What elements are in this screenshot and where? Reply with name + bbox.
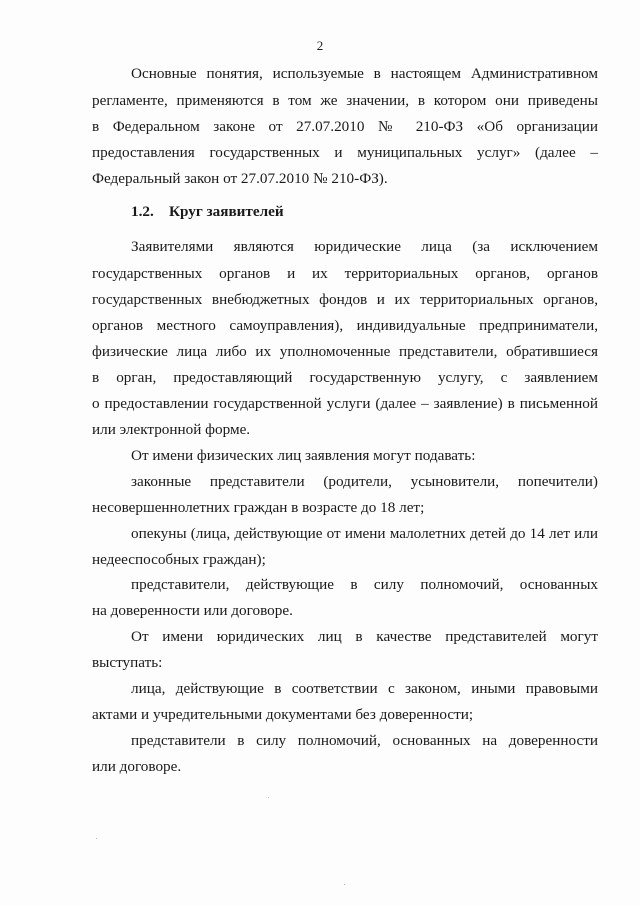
paragraph-5-line-2: недееспособных граждан);	[92, 551, 266, 568]
paragraph-2-line-3: государственных внебюджетных фондов и их территориальных органов,	[92, 291, 598, 308]
scan-speck	[268, 797, 269, 798]
paragraph-2-line-6: в орган, предоставляющий государственную услугу, с заявлением	[92, 369, 598, 386]
scan-speck	[344, 884, 345, 885]
paragraph-2-line-2: государственных органов и их территориальных органов, органов	[92, 265, 598, 282]
paragraph-8-line-1: лица, действующие в соответствии с законом, иными правовыми	[131, 680, 598, 697]
paragraph-3-line-1: От имени физических лиц заявления могут подавать:	[131, 447, 476, 464]
paragraph-9-line-1: представители в силу полномочий, основанных на доверенности	[131, 732, 598, 749]
paragraph-1-line-1: Основные понятия, используемые в настоящем Административном	[131, 65, 598, 82]
paragraph-1-line-2: регламенте, применяются в том же значении, в котором они приведены	[92, 92, 598, 109]
paragraph-7-line-1: От имени юридических лиц в качестве представителей могут	[131, 628, 598, 645]
paragraph-1-line-3: в Федеральном законе от 27.07.2010 № 210-ФЗ «Об организации	[92, 118, 598, 135]
page-number: 2	[316, 38, 324, 53]
section-number: 1.2.	[131, 203, 154, 220]
paragraph-2-line-1: Заявителями являются юридические лица (за исключением	[131, 238, 598, 255]
paragraph-4-line-2: несовершеннолетних граждан в возрасте до 18 лет;	[92, 499, 425, 516]
paragraph-2-line-5: физические лица либо их уполномоченные представители, обратившиеся	[92, 343, 598, 360]
scan-speck	[96, 838, 97, 839]
paragraph-6-line-1: представители, действующие в силу полномочий, основанных	[131, 576, 598, 593]
paragraph-5-line-1: опекуны (лица, действующие от имени малолетних детей до 14 лет или	[131, 525, 598, 542]
paragraph-1-line-4: предоставления государственных и муниципальных услуг» (далее –	[92, 144, 598, 161]
section-title: Круг заявителей	[169, 203, 284, 220]
paragraph-4-line-1: законные представители (родители, усыновители, попечители)	[131, 473, 598, 490]
paragraph-2-line-7: о предоставлении государственной услуги (далее – заявление) в письменной	[92, 395, 598, 412]
section-heading	[131, 200, 284, 224]
paragraph-7-line-2: выступать:	[92, 654, 163, 671]
paragraph-2-line-4: органов местного самоуправления), индивидуальные предприниматели,	[92, 317, 598, 334]
paragraph-8-line-2: актами и учредительными документами без доверенности;	[92, 706, 474, 723]
paragraph-9-line-2: или договоре.	[92, 758, 182, 775]
paragraph-1-line-5: Федеральный закон от 27.07.2010 № 210-ФЗ).	[92, 170, 388, 187]
paragraph-6-line-2: на доверенности или договоре.	[92, 602, 293, 619]
paragraph-2-line-8: или электронной форме.	[92, 421, 251, 438]
